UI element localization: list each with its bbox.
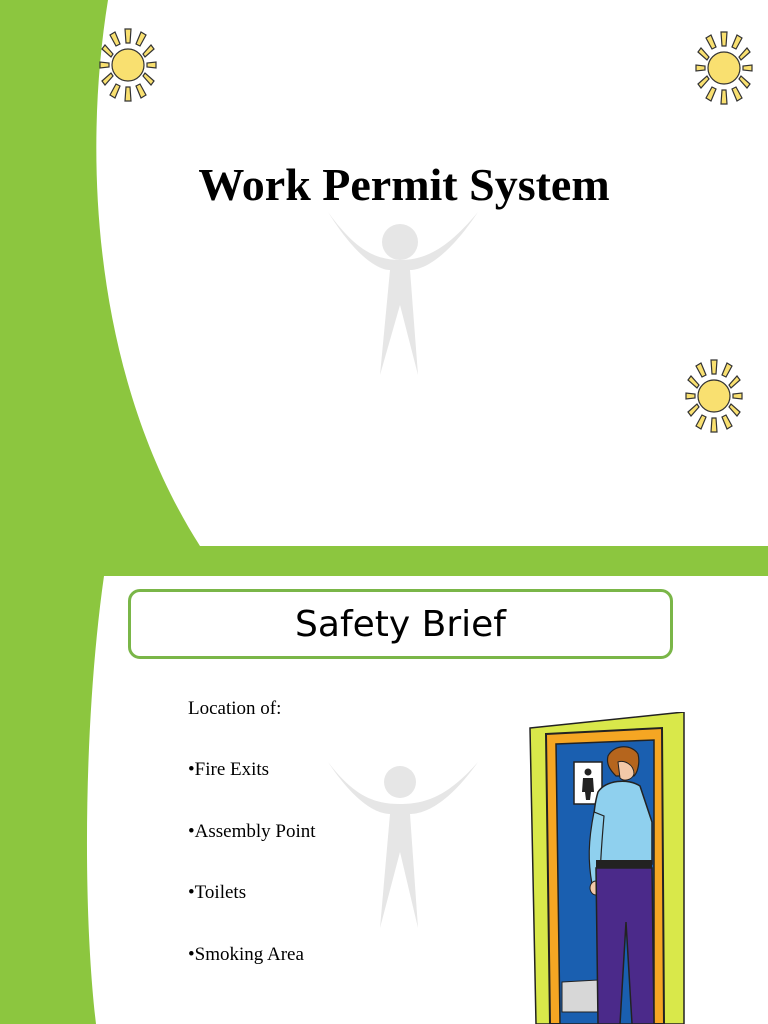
location-intro: Location of: bbox=[188, 698, 282, 719]
slide-2-title-frame bbox=[128, 589, 673, 659]
toilet-door-illustration bbox=[528, 712, 688, 1024]
list-item-assembly-point: •Assembly Point bbox=[188, 821, 316, 842]
slide-1-title: Work Permit System bbox=[198, 159, 610, 210]
person-watermark-icon bbox=[318, 200, 488, 380]
list-item-toilets: •Toilets bbox=[188, 882, 247, 903]
slide-2-title: Safety Brief bbox=[295, 603, 506, 645]
sun-icon bbox=[695, 30, 753, 106]
list-item-fire-exits: •Fire Exits bbox=[188, 759, 270, 780]
sun-icon bbox=[685, 358, 743, 434]
list-item-smoking-area: •Smoking Area bbox=[188, 944, 304, 965]
slide-2 bbox=[0, 576, 768, 1024]
sun-icon bbox=[99, 27, 157, 103]
person-watermark-icon bbox=[318, 752, 488, 932]
